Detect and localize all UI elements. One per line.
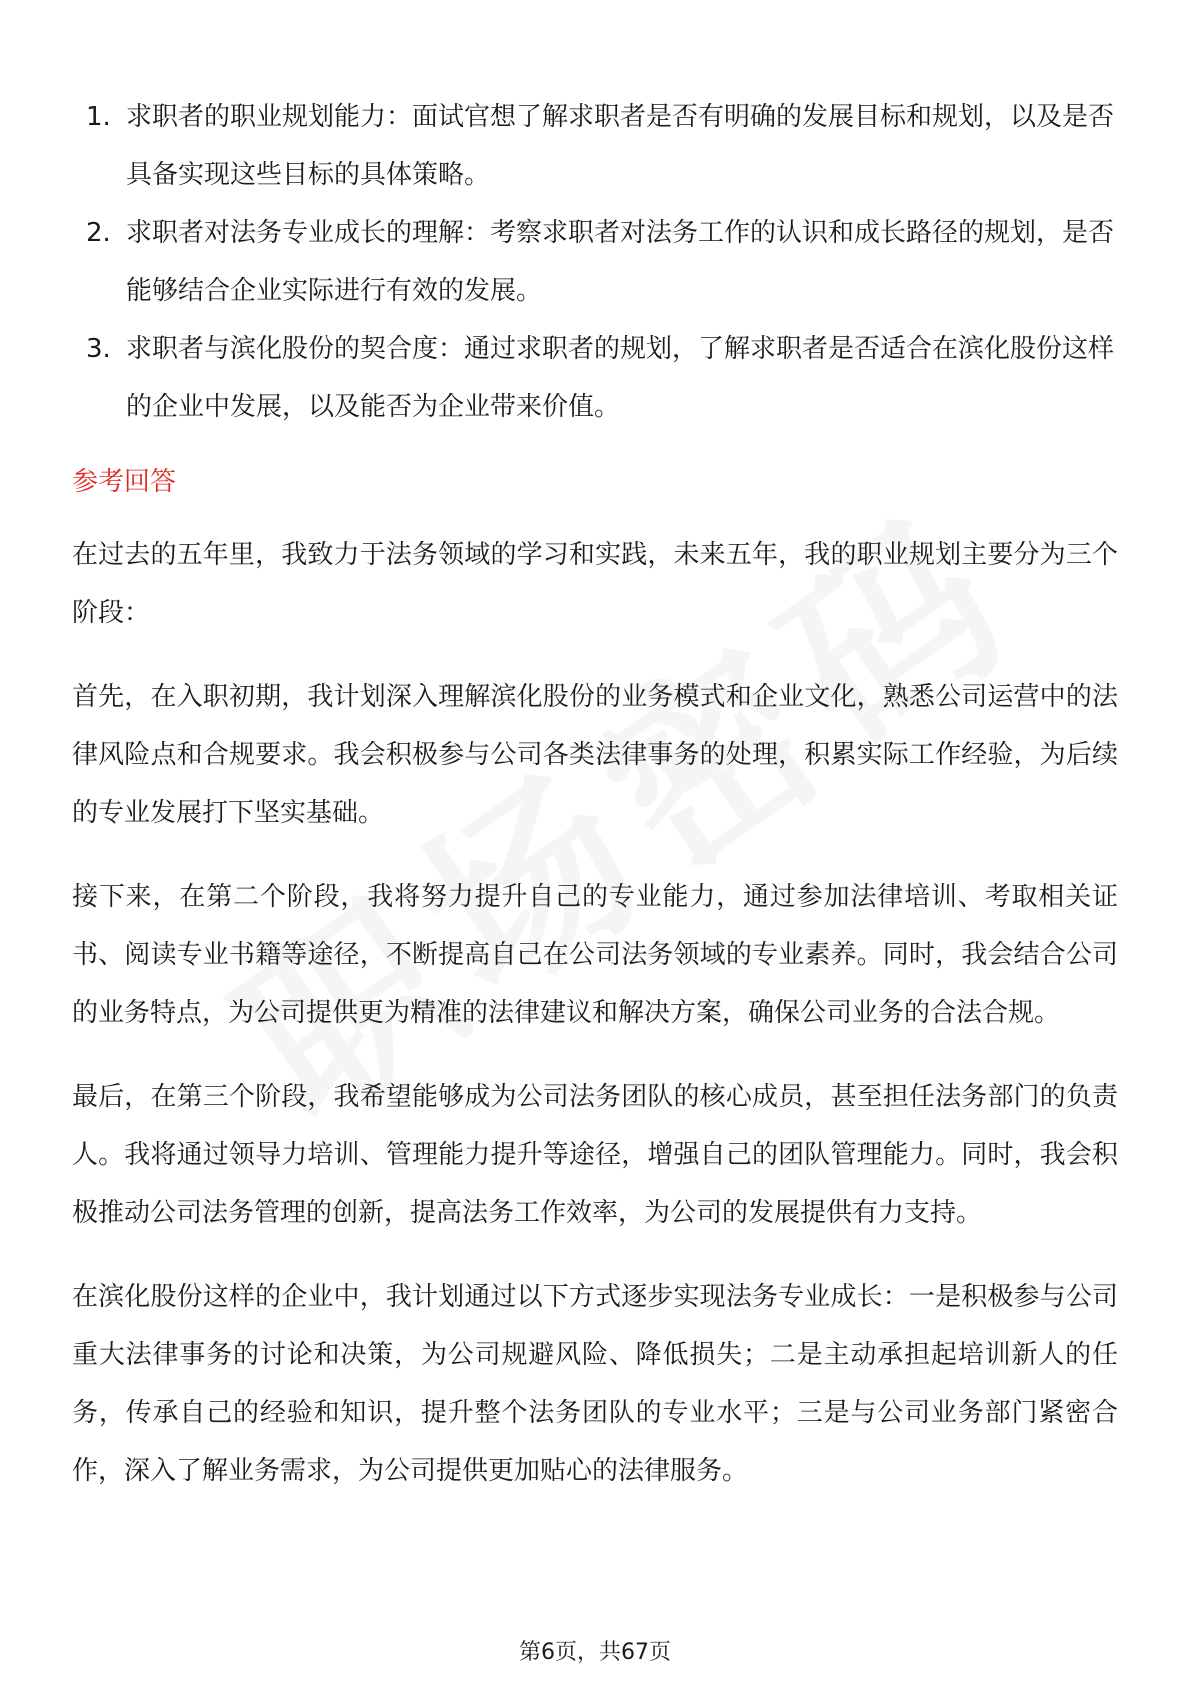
paragraph: 最后，在第三个阶段，我希望能够成为公司法务团队的核心成员，甚至担任法务部门的负责人。我将通过领导力培训、管理能力提升等途径，增强自己的团队管理能力。同时，我会积极推动公司法务管理的创新，提高法务工作效率，为公司的发展提供有力支持。 — [72, 1082, 1118, 1228]
list-text: 求职者与滨化股份的契合度：通过求职者的规划，了解求职者是否适合在滨化股份这样的企业中发展，以及能否为企业带来价值。 — [126, 334, 1115, 422]
list-number: 3. — [86, 334, 111, 364]
paragraph: 接下来，在第二个阶段，我将努力提升自己的专业能力，通过参加法律培训、考取相关证书、阅读专业书籍等途径，不断提高自己在公司法务领域的专业素养。同时，我会结合公司的业务特点，为公司提供更为精准的法律建议和解决方案，确保公司业务的合法合规。 — [72, 882, 1118, 1028]
list-text: 求职者对法务专业成长的理解：考察求职者对法务工作的认识和成长路径的规划，是否能够结合企业实际进行有效的发展。 — [126, 218, 1115, 306]
paragraph: 在滨化股份这样的企业中，我计划通过以下方式逐步实现法务专业成长：一是积极参与公司重大法律事务的讨论和决策，为公司规避风险、降低损失；二是主动承担起培训新人的任务，传承自己的经验和知识，提升整个法务团队的专业水平；三是与公司业务部门紧密合作，深入了解业务需求，为公司提供更加贴心的法律服务。 — [72, 1282, 1118, 1486]
list-number: 1. — [86, 102, 111, 132]
focus-list — [72, 88, 1118, 436]
page-number-footer: 第6页，共67页 — [519, 1640, 671, 1665]
list-item — [72, 204, 1118, 320]
paragraph: 在过去的五年里，我致力于法务领域的学习和实践，未来五年，我的职业规划主要分为三个阶段： — [72, 540, 1118, 628]
reference-answer-heading: 参考回答 — [72, 467, 177, 497]
list-item — [72, 320, 1118, 436]
list-item — [72, 88, 1118, 204]
list-text: 求职者的职业规划能力：面试官想了解求职者是否有明确的发展目标和规划，以及是否具备实现这些目标的具体策略。 — [126, 102, 1115, 190]
paragraph: 首先，在入职初期，我计划深入理解滨化股份的业务模式和企业文化，熟悉公司运营中的法律风险点和合规要求。我会积极参与公司各类法律事务的处理，积累实际工作经验，为后续的专业发展打下坚实基础。 — [72, 682, 1118, 828]
list-number: 2. — [86, 218, 111, 248]
page-content — [72, 88, 1118, 1526]
